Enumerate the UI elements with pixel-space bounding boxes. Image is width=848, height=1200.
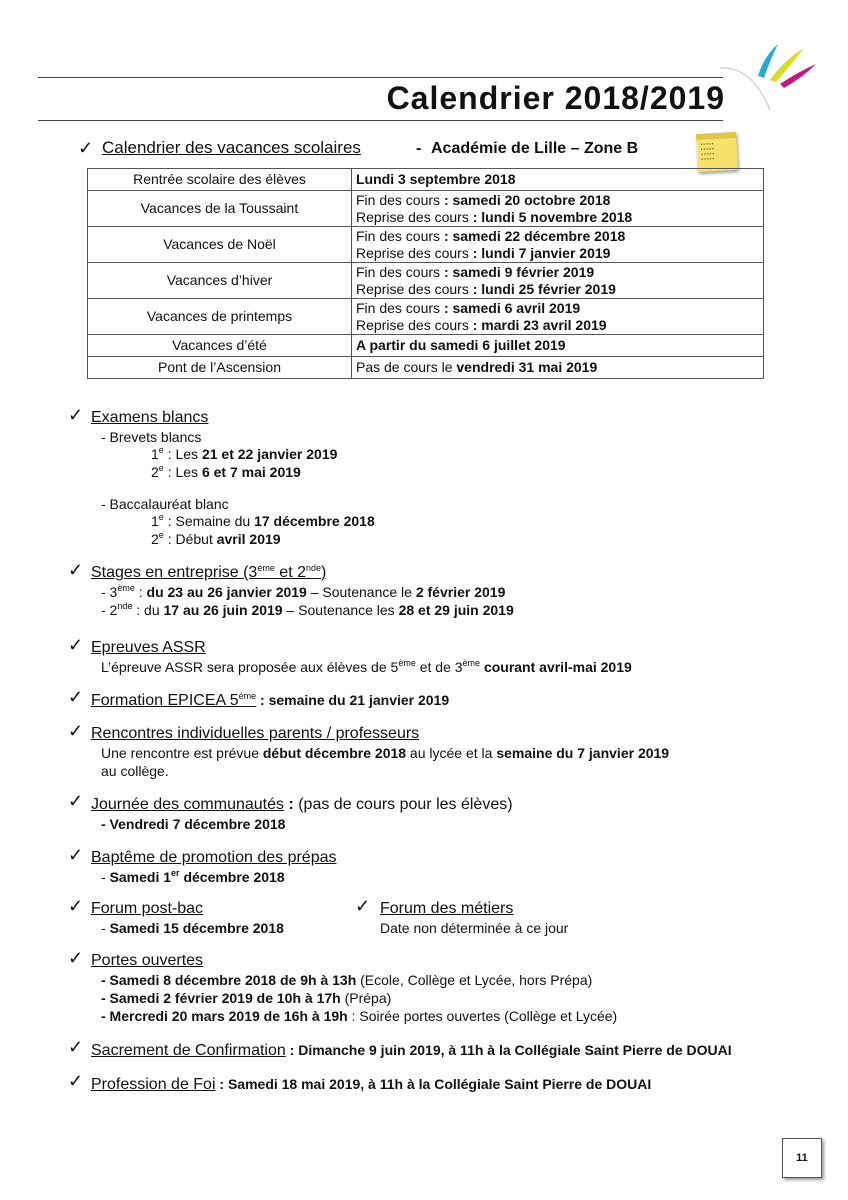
- check-icon: ✓: [68, 791, 84, 811]
- check-icon: ✓: [68, 405, 84, 425]
- portes-line-1: - Samedi 8 décembre 2018 de 9h à 13h (Ecole, Collège et Lycée, hors Prépa): [101, 972, 593, 988]
- stages-heading: Stages en entreprise (3ème et 2nde): [91, 563, 327, 581]
- header-rule-bottom: [38, 120, 723, 121]
- brush-strokes-logo: [712, 38, 822, 118]
- check-icon: ✓: [68, 721, 84, 741]
- vacances-row: [88, 227, 764, 263]
- vacances-row: [88, 357, 764, 379]
- vacances-date-line: Reprise des cours : mardi 23 avril 2019: [356, 316, 607, 333]
- journee-line: Journée des communautés : (pas de cours pour les élèves): [91, 796, 513, 813]
- rencontres-text-2: au collège.: [101, 763, 169, 779]
- check-icon: ✓: [68, 845, 84, 865]
- page-title: Calendrier 2018/2019: [386, 80, 725, 116]
- vacances-dates: [352, 299, 764, 335]
- vacances-dates: [352, 335, 764, 357]
- vacances-label: Vacances de la Toussaint: [88, 191, 352, 227]
- check-icon: ✓: [68, 1071, 84, 1091]
- stage-2nde: - 2nde : du 17 au 26 juin 2019 – Soutenance les 28 et 29 juin 2019: [101, 601, 514, 618]
- vacances-row: [88, 335, 764, 357]
- vacances-label: Vacances d’hiver: [88, 263, 352, 299]
- rencontres-text: Une rencontre est prévue début décembre 2018 au lycée et la semaine du 7 janvier 2019: [101, 745, 670, 761]
- page-number: 11: [782, 1138, 822, 1178]
- vacances-label: Rentrée scolaire des élèves: [88, 169, 352, 191]
- forum-postbac-date: - Samedi 15 décembre 2018: [101, 920, 284, 936]
- portes-heading: Portes ouvertes: [91, 952, 204, 969]
- vacances-date-line: Reprise des cours : lundi 7 janvier 2019: [356, 244, 611, 261]
- vacances-academie: Académie de Lille – Zone B: [431, 140, 639, 157]
- bac-1: 1e : Semaine du 17 décembre 2018: [151, 512, 375, 529]
- check-icon: ✓: [68, 687, 84, 707]
- journee-date: - Vendredi 7 décembre 2018: [101, 816, 286, 832]
- vacances-row: [88, 191, 764, 227]
- check-icon: ✓: [68, 896, 84, 916]
- assr-heading: Epreuves ASSR: [91, 639, 206, 656]
- vacances-dash: -: [416, 140, 422, 157]
- bac-label: - Baccalauréat blanc: [101, 496, 229, 512]
- portes-line-2: - Samedi 2 février 2019 de 10h à 17h (Prépa): [101, 990, 392, 1006]
- forum-metiers-date: Date non déterminée à ce jour: [380, 920, 569, 936]
- vacances-table: [87, 168, 764, 379]
- vacances-date-line: Reprise des cours : lundi 5 novembre 2018: [356, 208, 633, 225]
- forum-postbac-heading: Forum post-bac: [91, 900, 204, 917]
- vacances-dates: [352, 169, 764, 191]
- vacances-date-line: Pas de cours le vendredi 31 mai 2019: [356, 359, 598, 375]
- vacances-row: [88, 299, 764, 335]
- calendar-note-icon: ▪▪▪▪▪ ▪▪▪▪▪ ▪▪▪▪▪ ▪▪▪▪▪: [696, 132, 738, 172]
- vacances-heading: Calendrier des vacances scolaires: [102, 138, 361, 157]
- vacances-date-line: A partir du samedi 6 juillet 2019: [356, 337, 566, 353]
- examens-heading: Examens blancs: [91, 409, 209, 426]
- epicea-line: Formation EPICEA 5ème : semaine du 21 janvier 2019: [91, 691, 450, 709]
- check-icon: ✓: [78, 138, 94, 158]
- check-icon: ✓: [355, 896, 371, 916]
- vacances-label: Vacances de Noël: [88, 227, 352, 263]
- brevet-2: 2e : Les 6 et 7 mai 2019: [151, 463, 301, 480]
- assr-text: L’épreuve ASSR sera proposée aux élèves de 5ème et de 3ème courant avril-mai 2019: [101, 658, 632, 675]
- vacances-date-line: Fin des cours : samedi 20 octobre 2018: [356, 191, 611, 208]
- rencontres-heading: Rencontres individuelles parents / professeurs: [91, 725, 420, 742]
- vacances-row: [88, 169, 764, 191]
- confirmation-line: Sacrement de Confirmation : Dimanche 9 juin 2019, à 11h à la Collégiale Saint Pierre de DOUAI: [91, 1042, 732, 1059]
- check-icon: ✓: [68, 635, 84, 655]
- vacances-date-line: Fin des cours : samedi 9 février 2019: [356, 263, 595, 280]
- foi-line: Profession de Foi : Samedi 18 mai 2019, à 11h à la Collégiale Saint Pierre de DOUAI: [91, 1076, 652, 1093]
- brevet-1: 1e : Les 21 et 22 janvier 2019: [151, 445, 338, 462]
- vacances-dates: [352, 227, 764, 263]
- vacances-dates: [352, 263, 764, 299]
- bac-2: 2e : Début avril 2019: [151, 530, 281, 547]
- forum-metiers-heading: Forum des métiers: [380, 900, 514, 917]
- vacances-row: [88, 263, 764, 299]
- vacances-label: Pont de l’Ascension: [88, 357, 352, 379]
- bapteme-heading: Baptême de promotion des prépas: [91, 849, 337, 866]
- check-icon: ✓: [68, 948, 84, 968]
- portes-line-3: - Mercredi 20 mars 2019 de 16h à 19h : Soirée portes ouvertes (Collège et Lycée): [101, 1008, 618, 1024]
- vacances-label: Vacances d’été: [88, 335, 352, 357]
- check-icon: ✓: [68, 560, 84, 580]
- vacances-date-line: Fin des cours : samedi 22 décembre 2018: [356, 227, 626, 244]
- vacances-date-line: Reprise des cours : lundi 25 février 2019: [356, 280, 616, 297]
- brevets-label: - Brevets blancs: [101, 429, 202, 445]
- check-icon: ✓: [68, 1037, 84, 1057]
- vacances-date-line: Fin des cours : samedi 6 avril 2019: [356, 299, 581, 316]
- header-rule-top: [38, 77, 723, 78]
- vacances-dates: [352, 191, 764, 227]
- vacances-date-line: Lundi 3 septembre 2018: [356, 171, 516, 187]
- bapteme-date: - Samedi 1er décembre 2018: [101, 868, 285, 885]
- stage-3eme: - 3ème : du 23 au 26 janvier 2019 – Soutenance le 2 février 2019: [101, 583, 506, 600]
- vacances-dates: [352, 357, 764, 379]
- vacances-label: Vacances de printemps: [88, 299, 352, 335]
